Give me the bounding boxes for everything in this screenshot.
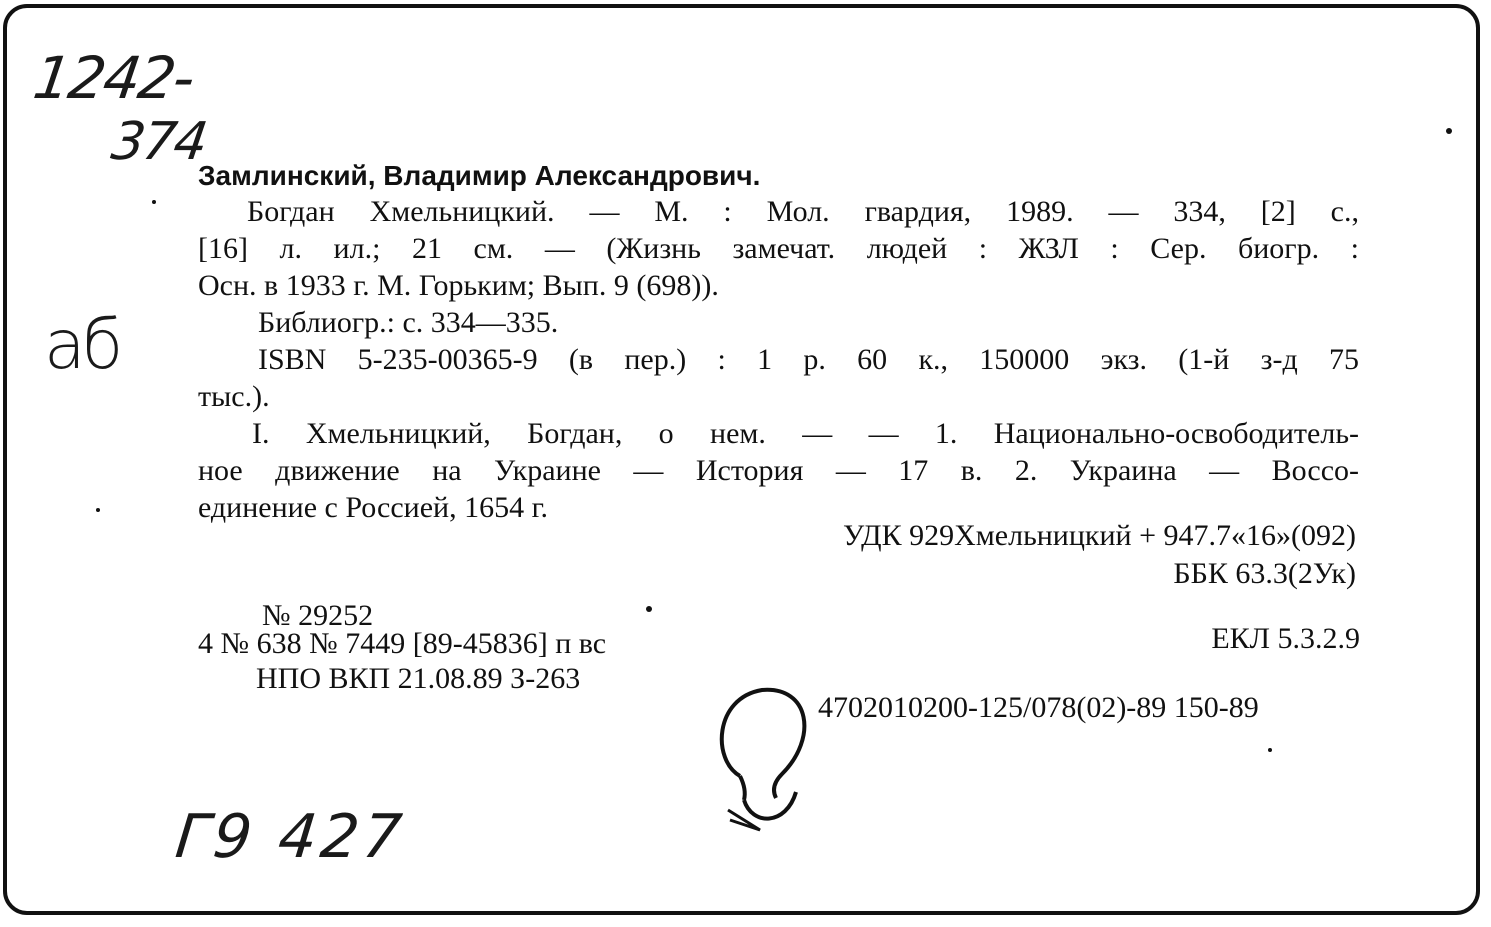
handwritten-auxiliary-mark: аб	[44, 306, 120, 385]
description-line-3: Осн. в 1933 г. М. Горьким; Вып. 9 (698)).	[198, 269, 719, 302]
subject-line-2: ное движение на Украине — История — 17 в. 2. Украина — Воссо-	[198, 454, 1359, 487]
speck	[646, 606, 652, 612]
print-order: 4 № 638 № 7449 [89-45836] п вс	[198, 627, 607, 660]
speck	[96, 508, 100, 512]
handwritten-inventory-number: Г9 427	[172, 802, 409, 872]
description-line-1: Богдан Хмельницкий. — М. : Мол. гвардия, 1989. — 334, [2] с.,	[247, 195, 1359, 228]
udk-code: УДК 929Хмельницкий + 947.7«16»(092)	[842, 519, 1356, 552]
copyright-mark	[700, 680, 820, 840]
handwritten-call-number-line1: 1242-	[29, 44, 198, 112]
author-heading: Замлинский, Владимир Александрович.	[198, 160, 761, 191]
subject-line-3: единение с Россией, 1654 г.	[198, 491, 549, 524]
subject-line-1: I. Хмельницкий, Богдан, о нем. — — 1. Национально-освободитель-	[252, 417, 1359, 450]
ekl-code: ЕКЛ 5.3.2.9	[1211, 622, 1360, 655]
author-mark-code: 4702010200-125/078(02)-89 150-89	[818, 691, 1259, 724]
handwritten-call-number-line2: 374	[107, 112, 210, 172]
isbn-line-1: ISBN 5-235-00365-9 (в пер.) : 1 р. 60 к., 150000 экз. (1-й з-д 75	[258, 343, 1359, 376]
speck	[1268, 748, 1272, 752]
speck	[152, 200, 156, 204]
description-line-2: [16] л. ил.; 21 см. — (Жизнь замечат. людей : ЖЗЛ : Сер. биогр. :	[198, 232, 1359, 265]
card-number: № 29252	[262, 599, 374, 632]
bbk-code: ББК 63.3(2Ук)	[1173, 557, 1356, 590]
npo-line: НПО ВКП 21.08.89 З-263	[256, 662, 581, 695]
isbn-line-2: тыс.).	[198, 380, 270, 413]
speck	[1446, 128, 1452, 134]
bibliography-note: Библиогр.: с. 334—335.	[258, 306, 559, 339]
